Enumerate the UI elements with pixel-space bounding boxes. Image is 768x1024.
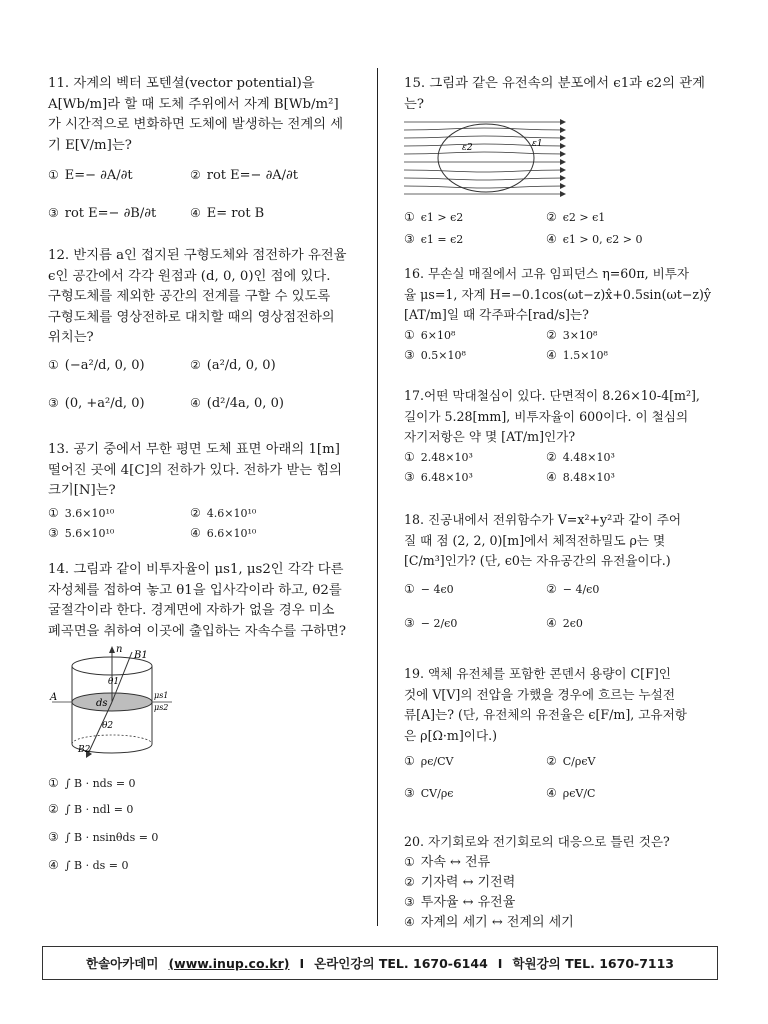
option-2[interactable]: ② − 4/ϵ0 bbox=[546, 582, 600, 596]
footer-bar bbox=[42, 946, 718, 980]
option-1[interactable]: ① 2.48×10³ bbox=[404, 450, 473, 464]
question-17-stem bbox=[404, 386, 720, 448]
stem-line: 은 ρ[Ω·m]이다.) bbox=[404, 727, 498, 743]
footer-separator: I bbox=[497, 955, 503, 971]
stem-line: A[Wb/m]라 할 때 도체 주위에서 자계 B[Wb/m²] bbox=[48, 96, 339, 112]
option-4[interactable]: ④ 자계의 세기 ↔ 전계의 세기 bbox=[404, 915, 574, 930]
question-20 bbox=[404, 832, 720, 930]
option-4[interactable]: ④ 8.48×10³ bbox=[546, 470, 615, 484]
cylinder-figure bbox=[48, 646, 178, 762]
stem-line: 13. 공기 중에서 무한 평면 도체 표면 아래의 1[m] bbox=[48, 442, 340, 457]
label-mu2: μs2 bbox=[154, 703, 169, 712]
option-2[interactable]: ② 3×10⁸ bbox=[546, 328, 598, 342]
option-1[interactable]: ① E=− ∂A/∂t bbox=[48, 168, 133, 183]
option-1[interactable]: ① 3.6×10¹⁰ bbox=[48, 506, 115, 520]
stem-line: 굴절각이라 한다. 경계면에 자하가 없을 경우 미소 bbox=[48, 603, 335, 618]
question-16-stem bbox=[404, 264, 720, 326]
footer-brand: 한솔아카데미 bbox=[86, 956, 159, 971]
option-4[interactable]: ④ ∫ B · ds = 0 bbox=[48, 858, 129, 872]
option-1[interactable]: ① (−a²/d, 0, 0) bbox=[48, 358, 145, 373]
stem-line: 자기저항은 약 몇 [AT/m]인가? bbox=[404, 429, 576, 444]
stem-line: 19. 액체 유전체를 포함한 콘덴서 용량이 C[F]인 bbox=[404, 666, 671, 681]
footer-online-tel: 온라인강의 TEL. 1670-6144 bbox=[314, 956, 488, 971]
stem-line: 는? bbox=[404, 96, 424, 112]
stem-line: 폐곡면을 취하여 이곳에 출입하는 자속수를 구하면? bbox=[48, 623, 347, 639]
stem-line: 14. 그림과 같이 비투자율이 μs1, μs2인 각각 다른 bbox=[48, 562, 344, 577]
stem-line: 18. 진공내에서 전위함수가 V=x²+y²과 같이 주어 bbox=[404, 512, 682, 527]
question-11-stem bbox=[48, 74, 364, 156]
option-3[interactable]: ③ 6.48×10³ bbox=[404, 470, 473, 484]
option-1[interactable]: ① ρϵ/CV bbox=[404, 754, 454, 768]
label-ds: ds bbox=[96, 698, 108, 709]
option-2[interactable]: ② rot E=− ∂A/∂t bbox=[190, 168, 299, 183]
stem-line: 17.어떤 막대철심이 있다. 단면적이 8.26×10-4[m²], bbox=[404, 388, 700, 403]
question-12 bbox=[48, 246, 364, 411]
option-3[interactable]: ③ (0, +a²/d, 0) bbox=[48, 396, 145, 411]
footer-separator: I bbox=[299, 955, 305, 971]
option-2[interactable]: ② 4.6×10¹⁰ bbox=[190, 506, 257, 520]
label-n: n bbox=[116, 646, 123, 655]
option-2[interactable]: ② C/ρϵV bbox=[546, 754, 596, 768]
stem-line: 12. 반지름 a인 접지된 구형도체와 점전하가 유전율 bbox=[48, 248, 347, 263]
option-2[interactable]: ② ϵ2 > ϵ1 bbox=[546, 210, 606, 224]
stem-line: 20. 자기회로와 전기회로의 대응으로 틀린 것은? bbox=[404, 834, 670, 849]
stem-line: [C/m³]인가? (단, ϵ0는 자유공간의 유전율이다.) bbox=[404, 553, 671, 568]
question-18-stem bbox=[404, 510, 720, 572]
option-2[interactable]: ② 4.48×10³ bbox=[546, 450, 615, 464]
option-1[interactable]: ① ∫ B · nds = 0 bbox=[48, 776, 136, 790]
stem-line: [AT/m]일 때 각주파수[rad/s]는? bbox=[404, 307, 589, 322]
label-epsilon1: ε1 bbox=[532, 139, 543, 149]
stem-line: 16. 무손실 매질에서 고유 임피던스 η=60π, 비투자 bbox=[404, 266, 690, 281]
question-11 bbox=[48, 74, 364, 221]
option-3[interactable]: ③ − 2/ϵ0 bbox=[404, 616, 458, 630]
option-1[interactable]: ① − 4ϵ0 bbox=[404, 582, 454, 596]
stem-line: 기 E[V/m]는? bbox=[48, 137, 132, 153]
stem-line: 길이가 5.28[mm], 비투자율이 600이다. 이 철심의 bbox=[404, 408, 689, 424]
stem-line: 자성체를 접하여 놓고 θ1을 입사각이라 하고, θ2를 bbox=[48, 582, 342, 598]
label-theta1: θ1 bbox=[108, 677, 120, 687]
option-1[interactable]: ① 6×10⁸ bbox=[404, 328, 456, 342]
question-20-stem bbox=[404, 832, 720, 853]
option-4[interactable]: ④ ϵ1 > 0, ϵ2 > 0 bbox=[546, 232, 643, 246]
option-4[interactable]: ④ 6.6×10¹⁰ bbox=[190, 526, 257, 540]
option-3[interactable]: ③ ϵ1 = ϵ2 bbox=[404, 232, 464, 246]
option-4[interactable]: ④ E= rot B bbox=[190, 206, 265, 221]
dielectric-flux-figure bbox=[404, 118, 570, 204]
option-4[interactable]: ④ 1.5×10⁸ bbox=[546, 348, 608, 362]
option-1[interactable]: ① 자속 ↔ 전류 bbox=[404, 855, 491, 870]
option-2[interactable]: ② ∫ B · ndl = 0 bbox=[48, 802, 134, 816]
label-b1: B1 bbox=[134, 650, 148, 661]
question-17 bbox=[404, 386, 720, 484]
option-3[interactable]: ③ CV/ρϵ bbox=[404, 786, 454, 800]
option-1[interactable]: ① ϵ1 > ϵ2 bbox=[404, 210, 464, 224]
footer-academy-tel: 학원강의 TEL. 1670-7113 bbox=[512, 956, 674, 971]
question-16 bbox=[404, 264, 720, 362]
option-2[interactable]: ② 기자력 ↔ 기전력 bbox=[404, 875, 516, 890]
option-4[interactable]: ④ (d²/4a, 0, 0) bbox=[190, 396, 284, 411]
label-epsilon2: ε2 bbox=[462, 143, 473, 153]
label-theta2: θ2 bbox=[102, 721, 114, 731]
stem-line: 가 시간적으로 변화하면 도체에 발생하는 전계의 세 bbox=[48, 117, 344, 132]
stem-line: 위치는? bbox=[48, 330, 94, 345]
stem-line: 11. 자계의 벡터 포텐셜(vector potential)을 bbox=[48, 76, 315, 91]
stem-line: 크기[N]는? bbox=[48, 483, 116, 498]
question-14-stem bbox=[48, 560, 364, 642]
option-4[interactable]: ④ ρϵV/C bbox=[546, 786, 596, 800]
option-3[interactable]: ③ rot E=− ∂B/∂t bbox=[48, 206, 157, 221]
question-14 bbox=[48, 560, 364, 872]
question-12-stem bbox=[48, 246, 364, 349]
label-a: A bbox=[50, 692, 58, 703]
footer-website-link[interactable]: (www.inup.co.kr) bbox=[168, 955, 290, 971]
stem-line: 구형도체를 제외한 공간의 전계를 구할 수 있도록 bbox=[48, 289, 331, 304]
option-3[interactable]: ③ 5.6×10¹⁰ bbox=[48, 526, 115, 540]
option-4[interactable]: ④ 2ϵ0 bbox=[546, 616, 583, 630]
question-19-stem bbox=[404, 664, 720, 746]
question-18 bbox=[404, 510, 720, 630]
question-19 bbox=[404, 664, 720, 800]
stem-line: 것에 V[V]의 전압을 가했을 경우에 흐르는 누설전 bbox=[404, 686, 676, 702]
question-15 bbox=[404, 74, 720, 246]
column-divider bbox=[377, 68, 378, 926]
option-2[interactable]: ② (a²/d, 0, 0) bbox=[190, 358, 276, 373]
stem-line: 류[A]는? (단, 유전체의 유전율은 ϵ[F/m], 고유저항 bbox=[404, 707, 687, 722]
question-13-stem bbox=[48, 440, 364, 502]
stem-line: 15. 그림과 같은 유전속의 분포에서 ϵ1과 ϵ2의 관계 bbox=[404, 76, 705, 91]
question-15-stem bbox=[404, 74, 720, 115]
label-mu1: μs1 bbox=[154, 691, 169, 700]
option-3[interactable]: ③ ∫ B · nsinθds = 0 bbox=[48, 830, 159, 844]
option-3[interactable]: ③ 0.5×10⁸ bbox=[404, 348, 466, 362]
stem-line: 구형도체를 영상전하로 대치할 때의 영상점전하의 bbox=[48, 309, 335, 325]
label-b2: B2 bbox=[78, 745, 91, 755]
stem-line: 떨어진 곳에 4[C]의 전하가 있다. 전하가 받는 힘의 bbox=[48, 462, 343, 478]
stem-line: ϵ인 공간에서 각각 원점과 (d, 0, 0)인 점에 있다. bbox=[48, 268, 331, 284]
option-3[interactable]: ③ 투자율 ↔ 유전율 bbox=[404, 895, 516, 910]
stem-line: 질 때 점 (2, 2, 0)[m]에서 체적전하밀도 ρ는 몇 bbox=[404, 532, 666, 548]
stem-line: 율 μs=1, 자계 H=−0.1cos(ωt−z)x̂+0.5sin(ωt−z)ŷ bbox=[404, 286, 712, 302]
question-13 bbox=[48, 440, 364, 540]
